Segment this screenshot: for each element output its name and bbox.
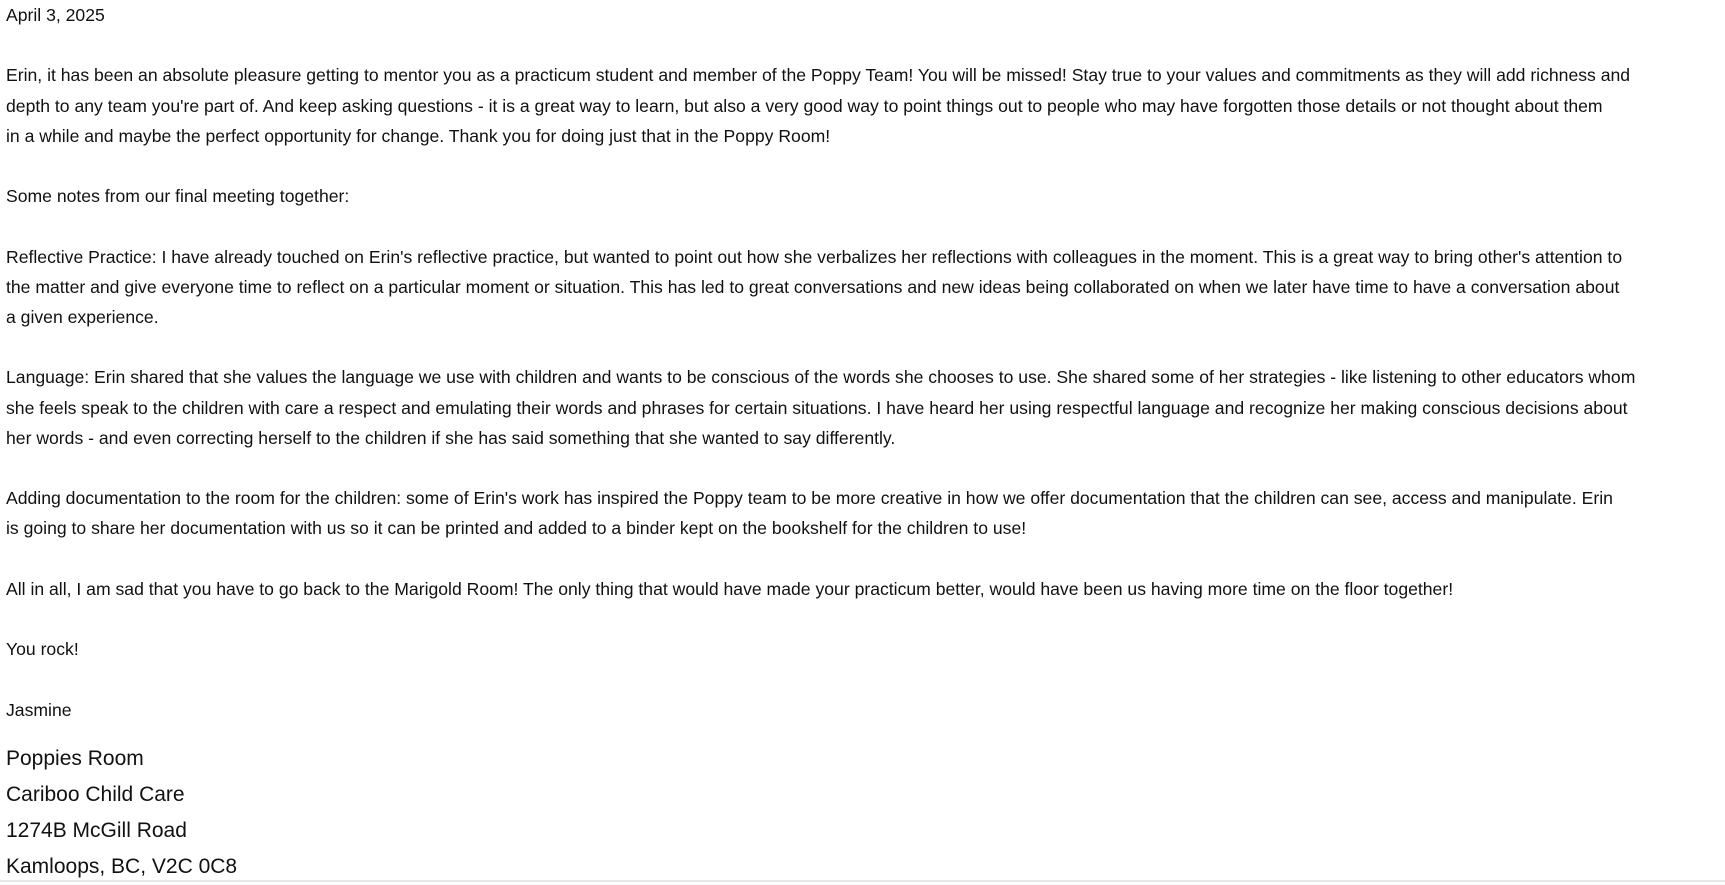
signature-block [6, 741, 1718, 885]
paragraph-reflective-practice [6, 242, 1718, 333]
letter-date: April 3, 2025 [6, 5, 105, 25]
signature-room: Poppies Room [6, 746, 144, 770]
paragraph-sign-off [6, 634, 1718, 664]
paragraph-documentation [6, 483, 1718, 543]
paragraph-line: a given experience. [6, 306, 159, 327]
signature-city: Kamloops, BC, V2C 0C8 [6, 854, 238, 878]
paragraph-line: in a while and maybe the perfect opportunity for change. Thank you for doing just that in the Poppy Room! [6, 125, 831, 146]
author-name [6, 695, 1718, 725]
paragraph-intro [6, 60, 1718, 151]
paragraph-line: All in all, I am sad that you have to go back to the Marigold Room! The only thing that would have made your practicum better, would have been us having more time on the floor together! [6, 578, 1454, 599]
paragraph-line: Erin, it has been an absolute pleasure getting to mentor you as a practicum student and member of the Poppy Team! You will be missed! Stay true to your values and commitments as they will add richness and [6, 65, 1631, 86]
signature-organization: Cariboo Child Care [6, 782, 185, 806]
paragraph-line: Jasmine [6, 699, 72, 720]
paragraph-line: is going to share her documentation with us so it can be printed and added to a binder kept on the bookshelf for the children to use! [6, 518, 1027, 539]
paragraph-line: Some notes from our final meeting together: [6, 186, 350, 207]
signature-street: 1274B McGill Road [6, 818, 187, 842]
paragraph-line: the matter and give everyone time to reflect on a particular moment or situation. This has led to great conversations and new ideas being collaborated on when we later have time to have a conversation about [6, 276, 1620, 297]
paragraph-line: You rock! [6, 639, 79, 660]
paragraph-closing [6, 574, 1718, 604]
paragraph-language [6, 362, 1718, 453]
paragraph-line: Reflective Practice: I have already touched on Erin's reflective practice, but wanted to point out how she verbalizes her reflections with colleagues in the moment. This is a great way to bring other's attention to [6, 246, 1623, 267]
paragraph-line: she feels speak to the children with care a respect and emulating their words and phrases for certain situations. I have heard her using respectful language and recognize her making conscious decisions about [6, 397, 1628, 418]
letter-document [6, 0, 1718, 885]
paragraph-line: depth to any team you're part of. And keep asking questions - it is a great way to learn, but also a very good way to point things out to people who may have forgotten those details or not thought about them [6, 95, 1603, 116]
paragraph-line: her words - and even correcting herself to the children if she has said something that she wanted to say differently. [6, 427, 896, 448]
paragraph-notes-heading [6, 181, 1718, 211]
paragraph-line: Language: Erin shared that she values the language we use with children and wants to be conscious of the words she chooses to use. She shared some of her strategies - like listening to other educators whom [6, 367, 1636, 388]
paragraph-line: Adding documentation to the room for the children: some of Erin's work has inspired the Poppy team to be more creative in how we offer documentation that the children can see, access and manipulate. Erin [6, 488, 1613, 509]
letter-body [6, 60, 1718, 724]
